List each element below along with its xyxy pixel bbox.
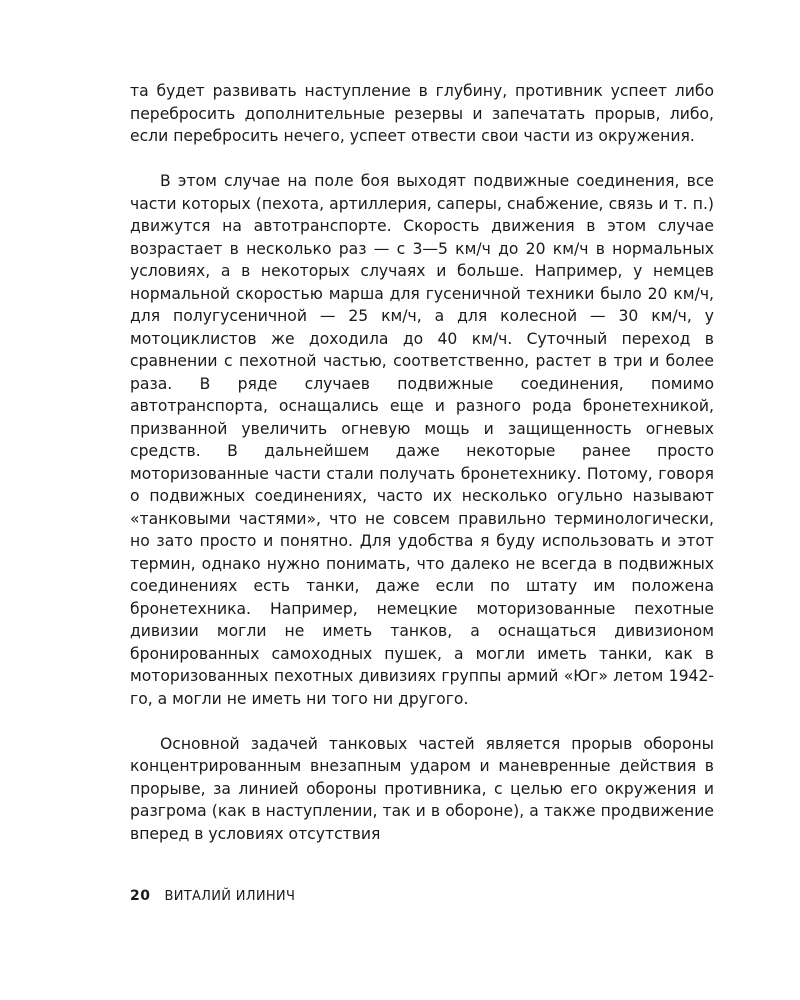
running-head-author: ВИТАЛИЙ ИЛИНИЧ xyxy=(164,889,296,904)
paragraph-mobile-formations: В этом случае на поле боя выходят подвижные соединения, все части которых (пехота, артиллерия, саперы, снабжение, связь и т. п.) движутся на автотранспорте. Скорость движения в этом случае возрастает в несколько раз — с 3—5 км/ч до 20 км/ч в нормальных условиях, а в некоторых случаях и больше. Например, у немцев нормальной скоростью марша для гусеничной техники было 20 км/ч, для полугусеничной — 25 км/ч, а для колесной — 30 км/ч, у мотоциклистов же доходила до 40 км/ч. Суточный переход в сравнении с пехотной частью, соответственно, растет в три и более раза. В ряде случаев подвижные соединения, помимо автотранспорта, оснащались еще и разного рода бронетехникой, призванной увеличить огневую мощь и защищенность огневых средств. В дальнейшем даже некоторые ранее просто моторизованные части стали получать бронетехнику. Потому, говоря о подвижных соединениях, часто их несколько огульно называют «танковыми частями», что не совсем правильно терминологически, но зато просто и понятно. Для удобства я буду использовать и этот термин, однако нужно понимать, что далеко не всегда в подвижных соединениях есть танки, даже если по штату им положена бронетехника. Например, немецкие моторизованные пехотные дивизии могли не иметь танков, а оснащаться дивизионом бронированных самоходных пушек, а могли иметь танки, как в моторизованных пехотных дивизиях группы армий «Юг» летом 1942-го, а могли не иметь ни того ни другого. xyxy=(130,172,714,708)
paragraph-gap xyxy=(130,710,714,733)
paragraph-gap xyxy=(130,148,714,171)
page-number: 20 xyxy=(130,888,151,904)
page-footer xyxy=(130,888,295,904)
body-text xyxy=(130,80,714,845)
paragraph-tank-units-task: Основной задачей танковых частей является прорыв обороны концентрированным внезапным ударом и маневренные действия в прорыве, за линией обороны противника, с целью его окружения и разгрома (как в наступлении, так и в обороне), а также продвижение вперед в условиях отсутствия xyxy=(130,734,714,843)
paragraph-continued: та будет развивать наступление в глубину, противник успеет либо перебросить дополнительные резервы и запечатать прорыв, либо, если перебросить нечего, успеет отвести свои части из окружения. xyxy=(130,82,714,145)
